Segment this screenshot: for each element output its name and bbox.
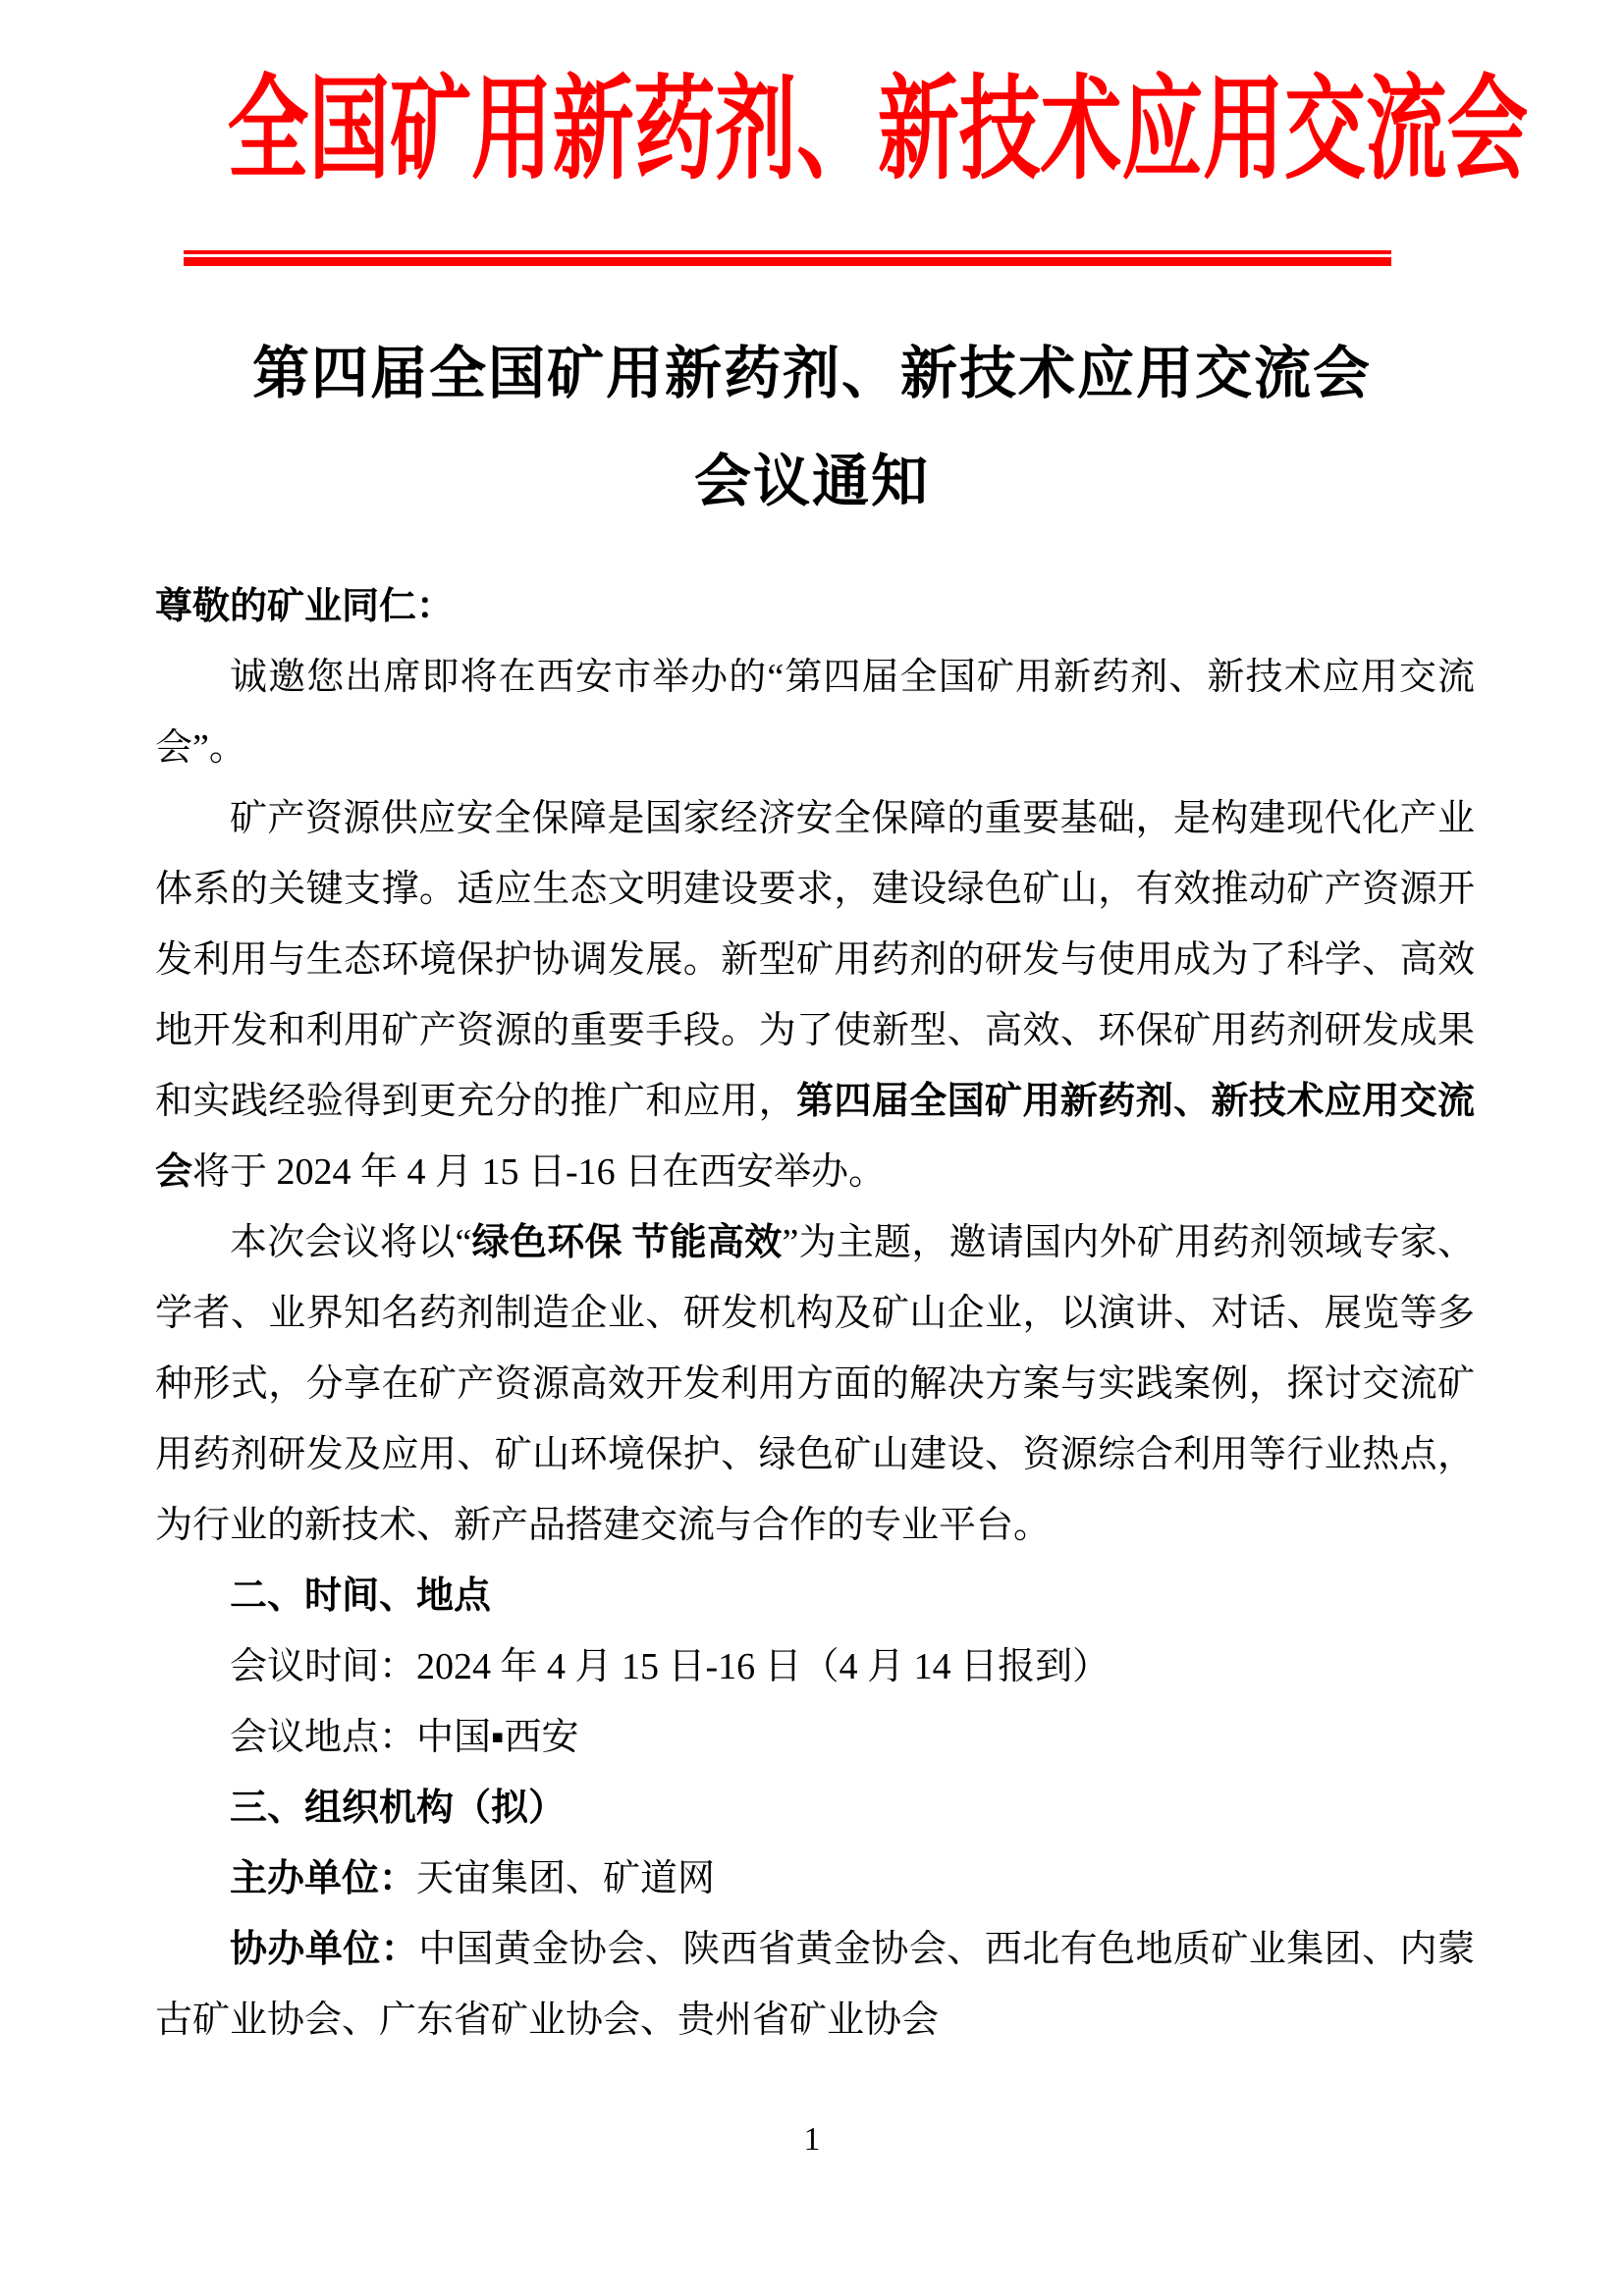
host-line — [155, 1843, 1475, 1914]
theme-text-end: ”为主题，邀请国内外矿用药剂领域专家、学者、业界知名药剂制造企业、研发机构及矿山企业，以演讲、对话、展览等多种形式，分享在矿产资源高效开发利用方面的解决方案与实践案例，探讨交流矿用药剂研发及应用、矿山环境保护、绿色矿山建设、资源综合利用等行业热点，为行业的新技术、新产品搭建交流与合作的专业平台。 — [155, 1222, 1475, 1546]
background-text-start: 矿产资源供应安全保障是国家经济安全保障的重要基础，是构建现代化产业体系的关键支撑。适应生态文明建设要求，建设绿色矿山，有效推动矿产资源开发利用与生态环境保护协调发展。新型矿用药剂的研发与使用成为了科学、高效地开发和利用矿产资源的重要手段。为了使新型、高效、环保矿用药剂研发成果和实践经验得到更充分的推广和应用， — [155, 798, 1475, 1122]
theme-text-start: 本次会议将以“ — [230, 1222, 472, 1263]
salutation: 尊敬的矿业同仁： — [155, 586, 455, 627]
paragraph-invitation: 诚邀您出席即将在西安市举办的“第四届全国矿用新药剂、新技术应用交流会”。 — [155, 657, 1475, 769]
meeting-time-line: 会议时间：2024 年 4 月 15 日-16 日（4 月 14 日报到） — [230, 1646, 1110, 1687]
banner-title: 全国矿用新药剂、新技术应用交流会 — [227, 67, 1529, 192]
notice-title: 会议通知 — [693, 450, 930, 513]
host-value: 天宙集团、矿道网 — [416, 1858, 716, 1899]
paragraph-theme — [155, 1207, 1475, 1561]
banner-underline — [184, 250, 1391, 266]
document-body — [155, 571, 1475, 2056]
conference-name-emphasis: 第四届全国矿用新药剂、新技术应用交流会 — [155, 1081, 1475, 1193]
cohost-label: 协办单位： — [230, 1929, 419, 1970]
section-heading-organization: 三、组织机构（拟） — [230, 1788, 567, 1829]
background-text-end: 将于 2024 年 4 月 15 日-16 日在西安举办。 — [192, 1151, 887, 1193]
conference-title: 第四届全国矿用新药剂、新技术应用交流会 — [251, 342, 1372, 405]
meeting-place-line: 会议地点：中国▪西安 — [230, 1717, 579, 1758]
section-heading-time-place: 二、时间、地点 — [230, 1575, 492, 1617]
page-number: 1 — [803, 2121, 821, 2158]
cohost-value: 中国黄金协会、陕西省黄金协会、西北有色地质矿业集团、内蒙古矿业协会、广东省矿业协会、贵州省矿业协会 — [155, 1929, 1475, 2041]
host-label: 主办单位： — [230, 1858, 417, 1899]
paragraph-background — [155, 783, 1475, 1207]
cohost-line — [155, 1914, 1475, 2056]
theme-keywords-emphasis: 绿色环保 节能高效 — [471, 1222, 783, 1263]
